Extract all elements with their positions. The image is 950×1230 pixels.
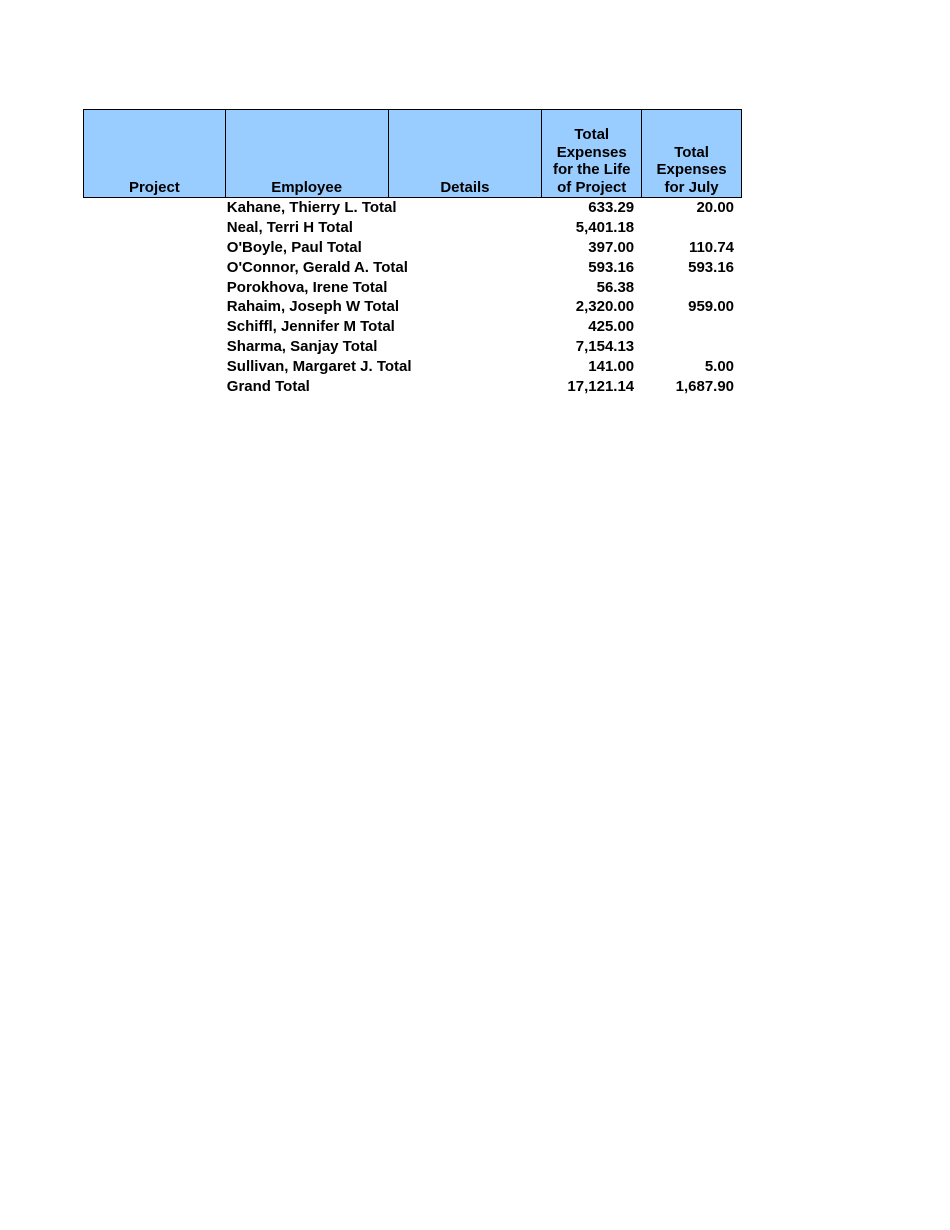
table-row bbox=[83, 218, 742, 238]
life-total-cell: 5,401.18 bbox=[575, 219, 635, 237]
july-total-cell: 110.74 bbox=[688, 238, 735, 256]
table-row bbox=[83, 297, 742, 317]
employee-cell: Neal, Terri H Total bbox=[226, 219, 353, 237]
header-line: for the Life bbox=[552, 161, 631, 178]
table-header bbox=[83, 109, 742, 198]
table-row bbox=[83, 317, 742, 337]
employee-cell: Grand Total bbox=[226, 377, 310, 395]
employee-cell: Kahane, Thierry L. Total bbox=[226, 199, 397, 217]
life-total-cell: 397.00 bbox=[588, 238, 635, 256]
table-body bbox=[83, 198, 742, 396]
column-header-project-label: Project bbox=[128, 178, 180, 196]
column-header-details bbox=[389, 110, 543, 197]
grand-total-row bbox=[83, 376, 742, 396]
header-line: Expenses bbox=[656, 161, 727, 178]
table-row bbox=[83, 277, 742, 297]
header-line: Total bbox=[674, 143, 709, 161]
expense-report-table bbox=[83, 109, 742, 396]
column-header-july-total-label bbox=[657, 144, 727, 197]
table-row bbox=[83, 337, 742, 357]
header-line: of Project bbox=[557, 178, 627, 196]
july-total-cell: 959.00 bbox=[688, 298, 735, 316]
column-header-project bbox=[84, 110, 226, 197]
life-total-cell: 425.00 bbox=[588, 318, 635, 336]
july-total-cell: 593.16 bbox=[688, 258, 735, 276]
header-line: for July bbox=[664, 178, 719, 196]
header-line: Total bbox=[574, 126, 610, 143]
life-total-cell: 17,121.14 bbox=[567, 377, 635, 395]
employee-cell: O'Connor, Gerald A. Total bbox=[226, 258, 408, 276]
july-total-cell: 1,687.90 bbox=[675, 377, 735, 395]
header-line: Expenses bbox=[556, 143, 627, 161]
table-row bbox=[83, 198, 742, 218]
column-header-life-total-label bbox=[553, 126, 631, 196]
column-header-life-total bbox=[542, 110, 642, 197]
column-header-details-label: Details bbox=[440, 178, 490, 196]
life-total-cell: 56.38 bbox=[596, 278, 635, 296]
life-total-cell: 633.29 bbox=[588, 199, 635, 217]
life-total-cell: 141.00 bbox=[588, 357, 635, 375]
table-row bbox=[83, 257, 742, 277]
employee-cell: O'Boyle, Paul Total bbox=[226, 238, 362, 256]
life-total-cell: 2,320.00 bbox=[575, 298, 635, 316]
table-row bbox=[83, 356, 742, 376]
july-total-cell: 20.00 bbox=[696, 199, 735, 217]
column-header-july-total bbox=[642, 110, 742, 197]
life-total-cell: 593.16 bbox=[588, 258, 635, 276]
table-row bbox=[83, 238, 742, 258]
employee-cell: Rahaim, Joseph W Total bbox=[226, 298, 400, 316]
employee-cell: Sullivan, Margaret J. Total bbox=[226, 357, 412, 375]
column-header-employee-label: Employee bbox=[271, 178, 343, 196]
life-total-cell: 7,154.13 bbox=[575, 337, 635, 355]
employee-cell: Sharma, Sanjay Total bbox=[226, 337, 378, 355]
july-total-cell: 5.00 bbox=[704, 357, 735, 375]
employee-cell: Schiffl, Jennifer M Total bbox=[226, 318, 395, 336]
column-header-employee bbox=[226, 110, 389, 197]
employee-cell: Porokhova, Irene Total bbox=[226, 278, 388, 296]
